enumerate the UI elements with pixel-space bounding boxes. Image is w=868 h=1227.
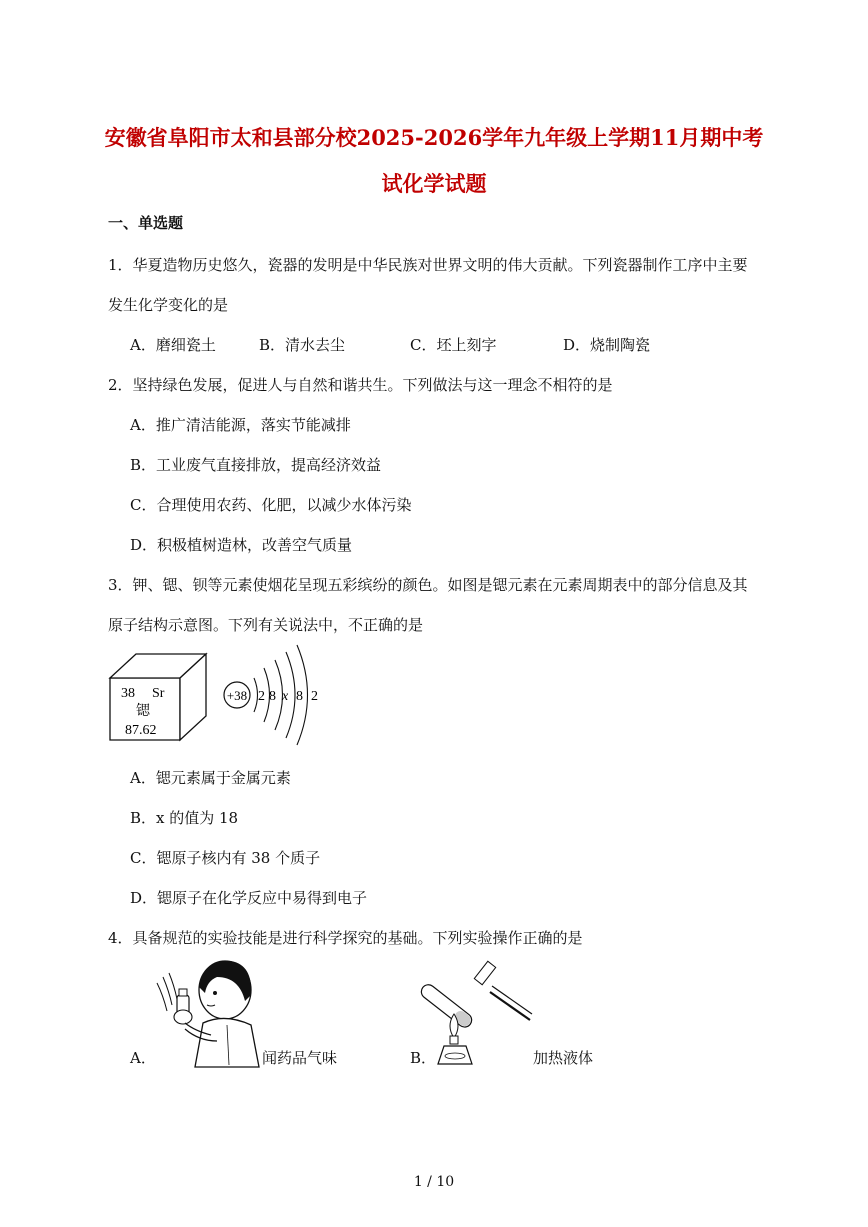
section-heading: 一、单选题 <box>108 214 184 232</box>
shell-1-electrons: 2 <box>258 689 265 704</box>
shell-4-electrons: 8 <box>296 689 303 704</box>
atom-structure-diagram <box>220 640 340 750</box>
q3-option-c: C．锶原子核内有 38 个质子 <box>130 849 321 867</box>
q1-option-d: D．烧制陶瓷 <box>563 336 651 354</box>
q2-option-a: A．推广清洁能源，落实节能减排 <box>130 416 351 434</box>
q3-option-d: D．锶原子在化学反应中易得到电子 <box>130 889 368 907</box>
q3-option-b: B．x 的值为 18 <box>130 809 239 827</box>
q1-option-b: B．清水去尘 <box>259 336 346 354</box>
heating-liquid-illustration <box>432 952 542 1067</box>
q4-option-b-caption: 加热液体 <box>533 1049 594 1067</box>
shell-2-electrons: 8 <box>269 689 276 704</box>
shell-5-electrons: 2 <box>311 689 318 704</box>
element-cell-figure <box>110 652 210 752</box>
q3-stem-line1: 3．钾、锶、钡等元素使烟花呈现五彩缤纷的颜色。如图是锶元素在元素周期表中的部分信息及其 <box>108 576 748 594</box>
q2-stem: 2．坚持绿色发展，促进人与自然和谐共生。下列做法与这一理念不相符的是 <box>108 376 613 394</box>
element-number: 38 <box>121 686 135 701</box>
q1-stem-line1: 1．华夏造物历史悠久，瓷器的发明是中华民族对世界文明的伟大贡献。下列瓷器制作工序中主要 <box>108 256 748 274</box>
smelling-chemical-illustration <box>155 955 265 1070</box>
title-line-2: 试化学试题 <box>381 171 487 196</box>
nucleus-charge: +38 <box>226 688 248 703</box>
q1-option-c: C．坯上刻字 <box>410 336 497 354</box>
q4-option-a-caption: 闻药品气味 <box>262 1049 338 1067</box>
q3-option-a: A．锶元素属于金属元素 <box>130 769 291 787</box>
q2-option-c: C．合理使用农药、化肥，以减少水体污染 <box>130 496 412 514</box>
element-symbol: Sr <box>152 686 165 701</box>
shell-3-electrons: x <box>282 689 289 704</box>
q4-stem: 4．具备规范的实验技能是进行科学探究的基础。下列实验操作正确的是 <box>108 929 583 947</box>
q4-option-b-letter: B． <box>410 1049 437 1067</box>
q1-stem-line2: 发生化学变化的是 <box>108 296 229 314</box>
q2-option-b: B．工业废气直接排放，提高经济效益 <box>130 456 382 474</box>
q1-option-a: A．磨细瓷土 <box>130 336 216 354</box>
q3-stem-line2: 原子结构示意图。下列有关说法中，不正确的是 <box>108 616 424 634</box>
element-mass: 87.62 <box>125 723 157 738</box>
element-name: 锶 <box>136 703 150 719</box>
q2-option-d: D．积极植树造林，改善空气质量 <box>130 536 353 554</box>
q4-option-a-letter: A． <box>130 1049 156 1067</box>
title-line-1: 安徽省阜阳市太和县部分校2025-2026学年九年级上学期11月期中考 <box>104 125 764 150</box>
page-number: 1 / 10 <box>413 1174 455 1190</box>
